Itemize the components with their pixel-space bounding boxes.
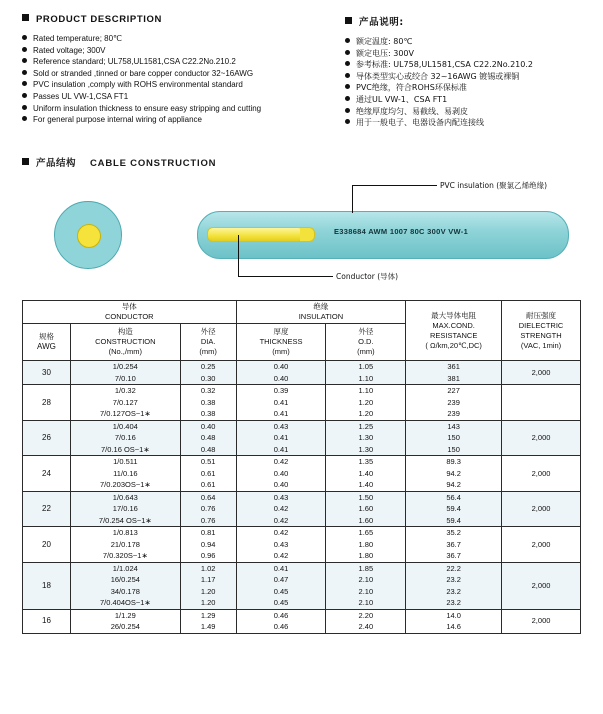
- cell-construction: 17/0.16: [70, 503, 180, 515]
- cell-resistance: 23.2: [406, 597, 502, 609]
- cell-construction: 1/1.29: [70, 609, 180, 621]
- product-description-title-cn: 产品说明:: [345, 14, 595, 28]
- cell-awg: 16: [23, 609, 71, 633]
- cell-construction: 21/0.178: [70, 539, 180, 551]
- cell-od: 1.20: [326, 397, 406, 409]
- cell-construction: 7/0.127OS~1∗: [70, 408, 180, 420]
- cell-dia: 1.17: [180, 574, 236, 586]
- cell-od: 2.10: [326, 597, 406, 609]
- table-row: [23, 621, 581, 633]
- cell-od: 1.60: [326, 515, 406, 527]
- table-row: [23, 385, 581, 397]
- list-item: For general purpose internal wiring of appliance: [22, 114, 322, 126]
- cable-print-marking: E338684 AWM 1007 80C 300V VW-1: [334, 227, 469, 236]
- list-item: 绝缘厚度均匀、易截线、易剥皮: [345, 106, 595, 118]
- table-row: [23, 515, 581, 527]
- table-row: [23, 444, 581, 456]
- cell-thickness: 0.40: [236, 468, 326, 480]
- cell-od: 1.80: [326, 550, 406, 562]
- bullet-dot-icon: [345, 84, 350, 89]
- cell-thickness: 0.45: [236, 586, 326, 598]
- cell-od: 1.35: [326, 456, 406, 468]
- cell-resistance: 59.4: [406, 515, 502, 527]
- cell-resistance: 150: [406, 444, 502, 456]
- cell-thickness: 0.42: [236, 550, 326, 562]
- cell-dielectric: 2,000: [502, 361, 581, 385]
- table-row: [23, 432, 581, 444]
- cell-construction: 26/0.254: [70, 621, 180, 633]
- column-awg: 规格 AWG: [23, 324, 71, 361]
- exposed-conductor: [207, 227, 304, 242]
- cell-od: 2.10: [326, 586, 406, 598]
- cell-awg: 24: [23, 456, 71, 492]
- cell-dielectric: 2,000: [502, 456, 581, 492]
- cell-dia: 0.51: [180, 456, 236, 468]
- cell-thickness: 0.45: [236, 597, 326, 609]
- cell-od: 1.25: [326, 420, 406, 432]
- cell-construction: 1/0.254: [70, 361, 180, 373]
- table-row: [23, 361, 581, 373]
- cell-dielectric: 2,000: [502, 420, 581, 456]
- cell-dia: 0.38: [180, 397, 236, 409]
- table-row: [23, 491, 581, 503]
- description-list-cn: [345, 36, 595, 129]
- cell-dia: 1.02: [180, 562, 236, 574]
- list-item: 用于一般电子、电器设备内配连接线: [345, 117, 595, 129]
- table-row: [23, 609, 581, 621]
- table-row: [23, 503, 581, 515]
- cell-construction: 7/0.10: [70, 373, 180, 385]
- bullet-dot-icon: [345, 38, 350, 43]
- cell-awg: 26: [23, 420, 71, 456]
- cable-construction-title: 产品结构 CABLE CONSTRUCTION: [22, 155, 216, 169]
- cell-dia: 1.20: [180, 597, 236, 609]
- cell-od: 1.30: [326, 432, 406, 444]
- leader-line-insulation: [352, 185, 353, 213]
- list-item: Uniform insulation thickness to ensure easy stripping and cutting: [22, 103, 322, 115]
- cell-thickness: 0.41: [236, 444, 326, 456]
- cell-dia: 0.94: [180, 539, 236, 551]
- cell-resistance: 36.7: [406, 539, 502, 551]
- cell-od: 1.10: [326, 385, 406, 397]
- table-row: [23, 420, 581, 432]
- bullet-dot-icon: [22, 35, 27, 40]
- cell-resistance: 361: [406, 361, 502, 373]
- cell-thickness: 0.39: [236, 385, 326, 397]
- specification-table: [22, 300, 581, 634]
- cell-construction: 1/0.643: [70, 491, 180, 503]
- cell-dia: 0.61: [180, 479, 236, 491]
- cell-construction: 11/0.16: [70, 468, 180, 480]
- cell-dielectric: 2,000: [502, 562, 581, 609]
- cell-construction: 7/0.16 OS~1∗: [70, 444, 180, 456]
- cell-resistance: 35.2: [406, 527, 502, 539]
- cell-dielectric: 2,000: [502, 527, 581, 563]
- cell-od: 2.40: [326, 621, 406, 633]
- cell-dielectric: 2,000: [502, 491, 581, 527]
- cell-od: 1.05: [326, 361, 406, 373]
- cell-resistance: 89.3: [406, 456, 502, 468]
- cell-construction: 1/0.813: [70, 527, 180, 539]
- leader-line-conductor-h: [238, 276, 333, 277]
- cell-thickness: 0.42: [236, 503, 326, 515]
- cell-dia: 0.76: [180, 503, 236, 515]
- cell-dia: 0.32: [180, 385, 236, 397]
- cell-resistance: 94.2: [406, 479, 502, 491]
- bullet-dot-icon: [345, 61, 350, 66]
- cell-construction: 7/0.320S~1∗: [70, 550, 180, 562]
- cell-thickness: 0.40: [236, 373, 326, 385]
- cell-construction: 7/0.203OS~1∗: [70, 479, 180, 491]
- bullet-dot-icon: [345, 73, 350, 78]
- cell-resistance: 94.2: [406, 468, 502, 480]
- cell-resistance: 36.7: [406, 550, 502, 562]
- table-row: [23, 527, 581, 539]
- cell-thickness: 0.47: [236, 574, 326, 586]
- cable-diagram: [22, 175, 582, 290]
- table-row: [23, 479, 581, 491]
- bullet-dot-icon: [345, 108, 350, 113]
- cell-construction: 1/0.511: [70, 456, 180, 468]
- cell-dia: 0.25: [180, 361, 236, 373]
- square-bullet-icon: [22, 14, 29, 21]
- leader-line-conductor: [238, 235, 239, 277]
- cell-od: 1.80: [326, 539, 406, 551]
- column-outer-dia: 外径 O.D. (mm): [326, 324, 406, 361]
- table-row: [23, 562, 581, 574]
- cell-resistance: 23.2: [406, 574, 502, 586]
- cell-thickness: 0.43: [236, 420, 326, 432]
- bullet-dot-icon: [22, 58, 27, 63]
- group-insulation: 绝缘 INSULATION: [236, 301, 406, 324]
- cell-dia: 0.64: [180, 491, 236, 503]
- cell-awg: 22: [23, 491, 71, 527]
- cell-od: 1.85: [326, 562, 406, 574]
- bullet-dot-icon: [22, 105, 27, 110]
- cell-dia: 1.29: [180, 609, 236, 621]
- list-item: PVC绝缘，符合ROHS环保标准: [345, 82, 595, 94]
- cell-od: 1.60: [326, 503, 406, 515]
- list-item: 额定温度: 80℃: [345, 36, 595, 48]
- group-conductor: 导体 CONDUCTOR: [23, 301, 237, 324]
- cell-resistance: 143: [406, 420, 502, 432]
- cell-resistance: 239: [406, 408, 502, 420]
- column-dielectric-strength: 耐压强度 DIELECTRIC STRENGTH (VAC, 1min): [502, 301, 581, 361]
- table-row: [23, 373, 581, 385]
- cell-thickness: 0.42: [236, 456, 326, 468]
- cell-construction: 34/0.178: [70, 586, 180, 598]
- table-group-header-row: [23, 301, 581, 324]
- description-list-en: [22, 33, 322, 126]
- cell-awg: 20: [23, 527, 71, 563]
- square-bullet-icon: [345, 17, 352, 24]
- list-item: 额定电压: 300V: [345, 48, 595, 60]
- cell-dia: 0.38: [180, 408, 236, 420]
- table-row: [23, 550, 581, 562]
- cell-dia: 0.61: [180, 468, 236, 480]
- cell-thickness: 0.40: [236, 479, 326, 491]
- cell-dia: 0.48: [180, 432, 236, 444]
- cell-thickness: 0.46: [236, 621, 326, 633]
- cell-resistance: 22.2: [406, 562, 502, 574]
- cell-dielectric: [502, 385, 581, 421]
- column-conductor-dia: 外径 DIA. (mm): [180, 324, 236, 361]
- table-row: [23, 574, 581, 586]
- list-item: 通过UL VW-1、CSA FT1: [345, 94, 595, 106]
- cell-awg: 28: [23, 385, 71, 421]
- cell-od: 1.20: [326, 408, 406, 420]
- leader-line-insulation-h: [352, 185, 437, 186]
- list-item: Rated voltage; 300V: [22, 45, 322, 57]
- cell-od: 1.40: [326, 479, 406, 491]
- cell-resistance: 59.4: [406, 503, 502, 515]
- cell-dia: 0.48: [180, 444, 236, 456]
- cell-thickness: 0.41: [236, 562, 326, 574]
- conductor-core: [77, 224, 101, 248]
- cell-resistance: 150: [406, 432, 502, 444]
- cell-construction: 7/0.16: [70, 432, 180, 444]
- product-description-title: PRODUCT DESCRIPTION: [22, 14, 322, 25]
- conductor-tip: [300, 227, 315, 242]
- cell-od: 1.50: [326, 491, 406, 503]
- list-item: 参考标准: UL758,UL1581,CSA C22.2No.210.2: [345, 59, 595, 71]
- cell-construction: 16/0.254: [70, 574, 180, 586]
- list-item: 导体类型实心或绞合 32~16AWG 镀锡或裸铜: [345, 71, 595, 83]
- table-row: [23, 397, 581, 409]
- table-row: [23, 539, 581, 551]
- bullet-dot-icon: [22, 70, 27, 75]
- cable-cross-section: [54, 201, 122, 269]
- table-row: [23, 468, 581, 480]
- cell-dia: 0.30: [180, 373, 236, 385]
- table-row: [23, 586, 581, 598]
- cell-resistance: 14.6: [406, 621, 502, 633]
- cell-thickness: 0.43: [236, 491, 326, 503]
- cell-dia: 0.76: [180, 515, 236, 527]
- label-conductor: Conductor (导体): [336, 272, 399, 281]
- bullet-dot-icon: [22, 93, 27, 98]
- bullet-dot-icon: [22, 47, 27, 52]
- table-row: [23, 456, 581, 468]
- cell-od: 2.20: [326, 609, 406, 621]
- cell-dia: 0.40: [180, 420, 236, 432]
- cell-od: 1.65: [326, 527, 406, 539]
- cell-thickness: 0.40: [236, 361, 326, 373]
- cell-construction: 7/0.127: [70, 397, 180, 409]
- cell-dia: 1.20: [180, 586, 236, 598]
- cell-awg: 18: [23, 562, 71, 609]
- list-item: PVC insulation ,comply with ROHS environmental standard: [22, 79, 322, 91]
- bullet-dot-icon: [345, 119, 350, 124]
- cell-construction: 1/1.024: [70, 562, 180, 574]
- cell-resistance: 239: [406, 397, 502, 409]
- table-row: [23, 408, 581, 420]
- square-bullet-icon: [22, 158, 29, 165]
- cell-od: 1.40: [326, 468, 406, 480]
- cell-dia: 0.96: [180, 550, 236, 562]
- label-pvc-insulation: PVC insulation (聚氯乙烯绝缘): [440, 181, 548, 190]
- column-construction: 构造 CONSTRUCTION (No.,/mm): [70, 324, 180, 361]
- cell-resistance: 14.0: [406, 609, 502, 621]
- cell-thickness: 0.43: [236, 539, 326, 551]
- cell-thickness: 0.42: [236, 527, 326, 539]
- table-row: [23, 597, 581, 609]
- cell-dia: 0.81: [180, 527, 236, 539]
- bullet-dot-icon: [22, 116, 27, 121]
- cell-resistance: 56.4: [406, 491, 502, 503]
- bullet-dot-icon: [345, 50, 350, 55]
- cell-thickness: 0.46: [236, 609, 326, 621]
- cell-thickness: 0.41: [236, 432, 326, 444]
- cell-resistance: 227: [406, 385, 502, 397]
- cell-thickness: 0.42: [236, 515, 326, 527]
- cell-construction: 7/0.404OS~1∗: [70, 597, 180, 609]
- column-max-cond-resistance: 最大导体电阻 MAX.COND. RESISTANCE ( Ω/km,20℃,DC): [406, 301, 502, 361]
- cell-construction: 7/0.254 OS~1∗: [70, 515, 180, 527]
- cell-construction: 1/0.404: [70, 420, 180, 432]
- list-item: Reference standard; UL758,UL1581,CSA C22.2No.210.2: [22, 56, 322, 68]
- bullet-dot-icon: [22, 81, 27, 86]
- cell-od: 1.10: [326, 373, 406, 385]
- list-item: Passes UL VW-1,CSA FT1: [22, 91, 322, 103]
- bullet-dot-icon: [345, 96, 350, 101]
- cell-od: 2.10: [326, 574, 406, 586]
- cell-resistance: 23.2: [406, 586, 502, 598]
- table-body: [23, 361, 581, 634]
- cell-dia: 1.49: [180, 621, 236, 633]
- description-left-column: [22, 14, 322, 126]
- cell-construction: 1/0.32: [70, 385, 180, 397]
- description-right-column: [345, 14, 595, 129]
- cell-thickness: 0.41: [236, 397, 326, 409]
- cell-thickness: 0.41: [236, 408, 326, 420]
- list-item: Sold or stranded ,tinned or bare copper conductor 32~16AWG: [22, 68, 322, 80]
- cell-awg: 30: [23, 361, 71, 385]
- cell-resistance: 381: [406, 373, 502, 385]
- list-item: Rated temperature; 80℃: [22, 33, 322, 45]
- cell-dielectric: 2,000: [502, 609, 581, 633]
- column-insulation-thickness: 厚度 THICKNESS (mm): [236, 324, 326, 361]
- cell-od: 1.30: [326, 444, 406, 456]
